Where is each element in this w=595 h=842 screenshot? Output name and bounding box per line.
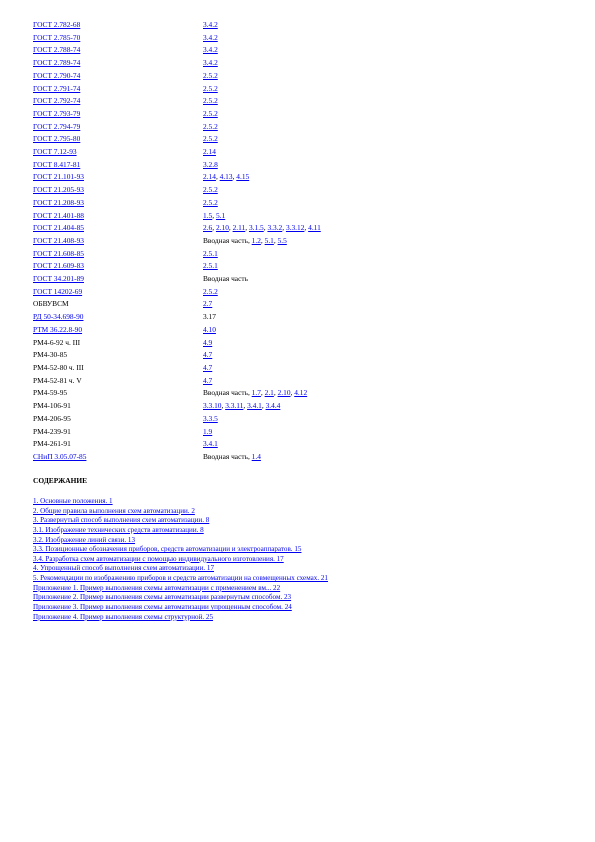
- reference-row: [33, 362, 573, 375]
- reference-row: [33, 159, 573, 172]
- reference-document-cell: [33, 121, 203, 134]
- clause-link[interactable]: 2.14: [203, 147, 216, 157]
- reference-document-link[interactable]: ГОСТ 2.789-74: [33, 58, 81, 68]
- clause-link[interactable]: 3.3.10: [203, 401, 222, 411]
- toc-item: [33, 516, 573, 526]
- toc-item: [33, 574, 573, 584]
- reference-row: [33, 83, 573, 96]
- reference-document-link[interactable]: ГОСТ 21.608-85: [33, 248, 84, 258]
- clause-link[interactable]: 2.7: [203, 299, 213, 309]
- reference-clauses-cell: [203, 133, 573, 146]
- clause-link[interactable]: 3.4.2: [203, 32, 218, 42]
- clause-text: Вводная часть,: [203, 451, 252, 461]
- clause-link[interactable]: 3.4.2: [203, 45, 218, 55]
- reference-document-link[interactable]: ГОСТ 2.791-74: [33, 83, 81, 93]
- toc-item: [33, 545, 573, 555]
- reference-document-link[interactable]: СНиП 3.05.07-85: [33, 451, 87, 461]
- clause-link[interactable]: 2.5.2: [203, 96, 218, 106]
- reference-document-cell: [33, 311, 203, 324]
- toc-item: [33, 584, 573, 594]
- toc-link[interactable]: 5. Рекомендации по изображению приборов и средств автоматизации на совмещенных схемах. 21: [33, 574, 328, 583]
- reference-document-cell: [33, 451, 203, 464]
- clause-link[interactable]: 2.1: [264, 388, 274, 398]
- toc-link[interactable]: 3. Развернутый способ выполнения схем автоматизации. 8: [33, 516, 210, 525]
- reference-document-cell: [33, 32, 203, 45]
- clause-text: ,: [282, 223, 286, 233]
- clause-link[interactable]: 5.5: [277, 235, 287, 245]
- clause-text: 3.17: [203, 312, 216, 322]
- reference-document-link[interactable]: ГОСТ 14202-69: [33, 286, 83, 296]
- reference-document-link[interactable]: ГОСТ 21.408-93: [33, 235, 84, 245]
- reference-row: [33, 298, 573, 311]
- reference-row: [33, 44, 573, 57]
- reference-clauses-cell: [203, 260, 573, 273]
- reference-document-link[interactable]: ГОСТ 2.792-74: [33, 96, 81, 106]
- reference-document-cell: [33, 375, 203, 388]
- clause-text: ,: [260, 388, 265, 398]
- reference-document-link[interactable]: ГОСТ 21.208-93: [33, 197, 84, 207]
- reference-document-cell: [33, 83, 203, 96]
- reference-clauses-cell: [203, 159, 573, 172]
- clause-text: ,: [273, 235, 278, 245]
- reference-row: [33, 349, 573, 362]
- reference-row: [33, 451, 573, 464]
- reference-document-cell: [33, 184, 203, 197]
- toc-item: [33, 526, 573, 536]
- clause-text: ,: [245, 223, 249, 233]
- reference-row: [33, 121, 573, 134]
- clause-link[interactable]: 2.5.2: [203, 185, 218, 195]
- reference-row: [33, 324, 573, 337]
- clause-text: ,: [212, 223, 216, 233]
- clause-link[interactable]: 3.4.2: [203, 20, 218, 29]
- reference-document-cell: [33, 210, 203, 223]
- clause-link[interactable]: 4.10: [203, 324, 216, 334]
- reference-clauses-cell: [203, 83, 573, 96]
- reference-row: [33, 32, 573, 45]
- reference-document-cell: [33, 273, 203, 286]
- reference-document-cell: [33, 387, 203, 400]
- toc-link[interactable]: Приложение 1. Пример выполнения схемы автоматизации с применением вм... 22: [33, 583, 281, 592]
- references-table: [33, 19, 573, 464]
- reference-row: [33, 273, 573, 286]
- clause-link[interactable]: 5.1: [215, 210, 226, 220]
- reference-row: [33, 210, 573, 223]
- reference-document-cell: [33, 235, 203, 248]
- reference-document-link[interactable]: ГОСТ 21.101-93: [33, 172, 84, 182]
- reference-document-cell: [33, 413, 203, 426]
- toc-link[interactable]: 2. Общие правила выполнения схем автоматизации. 2: [33, 506, 195, 515]
- toc-link[interactable]: 4. Упрощенный способ выполнения схем автоматизации. 17: [33, 564, 215, 573]
- clause-link[interactable]: 3.1.5: [248, 223, 264, 233]
- reference-document-cell: [33, 70, 203, 83]
- reference-clauses-cell: [203, 184, 573, 197]
- reference-document-cell: [33, 400, 203, 413]
- reference-document-link[interactable]: ГОСТ 2.790-74: [33, 70, 81, 80]
- clause-link[interactable]: 2.5.2: [203, 286, 218, 296]
- reference-document-cell: [33, 426, 203, 439]
- reference-clauses-cell: [203, 451, 573, 464]
- clause-link[interactable]: 3.3.2: [267, 223, 283, 233]
- reference-clauses-cell: [203, 400, 573, 413]
- reference-clauses-cell: [203, 197, 573, 210]
- reference-document-link[interactable]: РТМ 36.22.8-90: [33, 324, 83, 334]
- reference-clauses-cell: [203, 44, 573, 57]
- toc-title: СОДЕРЖАНИЕ: [33, 476, 88, 485]
- reference-clauses-cell: [203, 19, 573, 32]
- references-body: [33, 19, 573, 464]
- reference-row: [33, 184, 573, 197]
- reference-document-cell: [33, 159, 203, 172]
- clause-link[interactable]: 4.13: [219, 172, 233, 182]
- reference-document-cell: [33, 362, 203, 375]
- clause-link[interactable]: 4.12: [294, 388, 308, 398]
- clause-text: ,: [263, 223, 268, 233]
- clause-text: ,: [232, 172, 237, 182]
- reference-document-label: ОБВУВСМ: [33, 299, 69, 309]
- reference-row: [33, 171, 573, 184]
- reference-clauses-cell: [203, 298, 573, 311]
- reference-clauses-cell: [203, 210, 573, 223]
- toc-item: [33, 536, 573, 546]
- reference-row: [33, 438, 573, 451]
- reference-document-cell: [33, 197, 203, 210]
- clause-text: ,: [304, 223, 309, 233]
- reference-row: [33, 260, 573, 273]
- clause-link[interactable]: 4.15: [236, 172, 250, 182]
- reference-row: [33, 375, 573, 388]
- reference-document-link[interactable]: ГОСТ 21.205-93: [33, 185, 84, 195]
- reference-document-label: РМ4-30-85: [33, 350, 68, 360]
- reference-document-link[interactable]: ГОСТ 2.785-70: [33, 32, 81, 42]
- toc-link[interactable]: 3.1. Изображение технических средств автоматизации. 8: [33, 525, 204, 534]
- reference-document-cell: [33, 286, 203, 299]
- reference-document-label: РМ4-59-95: [33, 388, 68, 398]
- clause-link[interactable]: 3.4.1: [203, 439, 218, 449]
- toc-item: [33, 603, 573, 613]
- toc-item: [33, 507, 573, 517]
- clause-text: Вводная часть: [203, 274, 248, 284]
- reference-clauses-cell: [203, 121, 573, 134]
- reference-clauses-cell: [203, 70, 573, 83]
- toc-item: [33, 593, 573, 603]
- reference-row: [33, 400, 573, 413]
- reference-document-cell: [33, 222, 203, 235]
- reference-document-label: РМ4-239-91: [33, 426, 71, 436]
- reference-clauses-cell: [203, 108, 573, 121]
- clause-text: ,: [261, 401, 266, 411]
- clause-link[interactable]: 2.5.2: [203, 70, 218, 80]
- clause-link[interactable]: 2.5.2: [203, 134, 218, 144]
- reference-clauses-cell: [203, 438, 573, 451]
- clause-link[interactable]: 1.5: [203, 210, 213, 220]
- reference-row: [33, 222, 573, 235]
- clause-link[interactable]: 3.3.5: [203, 413, 218, 423]
- reference-row: [33, 286, 573, 299]
- reference-document-label: РМ4-261-91: [33, 439, 71, 449]
- clause-link[interactable]: 3.4.2: [203, 58, 218, 68]
- clause-text: ,: [260, 235, 265, 245]
- clause-link[interactable]: 2.6: [203, 223, 213, 233]
- reference-document-cell: [33, 298, 203, 311]
- reference-clauses-cell: [203, 95, 573, 108]
- reference-clauses-cell: [203, 235, 573, 248]
- clause-link[interactable]: 2.5.1: [203, 248, 218, 258]
- clause-link[interactable]: 1.7: [251, 388, 261, 398]
- reference-row: [33, 311, 573, 324]
- clause-link[interactable]: 1.2: [251, 235, 261, 245]
- clause-link[interactable]: 1.4: [251, 451, 261, 461]
- reference-row: [33, 57, 573, 70]
- clause-link[interactable]: 3.4.4: [265, 401, 281, 411]
- toc-item: [33, 613, 573, 623]
- toc-list: [33, 497, 573, 622]
- toc-item: [33, 555, 573, 565]
- table-of-contents: [33, 476, 573, 622]
- reference-row: [33, 133, 573, 146]
- clause-text: ,: [243, 401, 248, 411]
- toc-link[interactable]: 3.3. Позиционные обозначения приборов, средств автоматизации и электроаппаратов. 15: [33, 545, 302, 554]
- toc-item: [33, 497, 573, 507]
- clause-link[interactable]: 2.14: [203, 172, 216, 182]
- reference-document-cell: [33, 248, 203, 261]
- toc-link[interactable]: 3.2. Изображение линий связи. 13: [33, 535, 136, 544]
- clause-text: Вводная часть,: [203, 235, 252, 245]
- toc-link[interactable]: 3.4. Разработка схем автоматизации с помощью индивидуального изготовления. 17: [33, 554, 284, 563]
- clause-link[interactable]: 4.7: [203, 350, 213, 360]
- toc-link[interactable]: 1. Основные положения. 1: [33, 497, 113, 505]
- clause-link[interactable]: 2.5.2: [203, 83, 218, 93]
- reference-document-cell: [33, 57, 203, 70]
- reference-row: [33, 248, 573, 261]
- clause-link[interactable]: 2.11: [232, 223, 246, 233]
- reference-clauses-cell: [203, 413, 573, 426]
- clause-text: ,: [290, 388, 295, 398]
- reference-row: [33, 337, 573, 350]
- clause-link[interactable]: 4.7: [203, 375, 213, 385]
- reference-document-link[interactable]: ГОСТ 2.788-74: [33, 45, 81, 55]
- reference-document-link[interactable]: ГОСТ 34.201-89: [33, 274, 84, 284]
- reference-document-label: РМ4-52-80 ч. III: [33, 362, 84, 372]
- reference-document-label: РМ4-106-91: [33, 401, 71, 411]
- reference-document-label: РМ4-52-81 ч. V: [33, 375, 82, 385]
- reference-clauses-cell: [203, 222, 573, 235]
- reference-document-link[interactable]: ГОСТ 21.401-88: [33, 210, 84, 220]
- reference-document-cell: [33, 146, 203, 159]
- clause-link[interactable]: 2.5.2: [203, 108, 218, 118]
- clause-link[interactable]: 2.5.1: [203, 261, 218, 271]
- reference-document-cell: [33, 337, 203, 350]
- reference-document-link[interactable]: ГОСТ 21.404-85: [33, 223, 84, 233]
- clause-link[interactable]: 5.1: [264, 235, 274, 245]
- clause-text: ,: [215, 172, 220, 182]
- reference-clauses-cell: [203, 349, 573, 362]
- reference-clauses-cell: [203, 146, 573, 159]
- reference-row: [33, 70, 573, 83]
- reference-document-link[interactable]: РД 50-34.698-90: [33, 312, 84, 322]
- reference-document-cell: [33, 438, 203, 451]
- reference-row: [33, 108, 573, 121]
- reference-clauses-cell: [203, 32, 573, 45]
- toc-item: [33, 564, 573, 574]
- clause-link[interactable]: 3.3.11: [225, 401, 244, 411]
- clause-link[interactable]: 2.10: [277, 388, 291, 398]
- clause-link[interactable]: 4.7: [203, 362, 213, 372]
- reference-row: [33, 387, 573, 400]
- reference-clauses-cell: [203, 273, 573, 286]
- reference-row: [33, 426, 573, 439]
- reference-row: [33, 146, 573, 159]
- reference-document-link[interactable]: ГОСТ 7.12-93: [33, 147, 77, 157]
- toc-link[interactable]: Приложение 3. Пример выполнения схемы автоматизации упрощенным способом. 24: [33, 603, 292, 612]
- clause-text: ,: [221, 401, 226, 411]
- clause-text: Вводная часть,: [203, 388, 252, 398]
- clause-link[interactable]: 4.9: [203, 337, 213, 347]
- reference-document-link[interactable]: ГОСТ 2.793-79: [33, 108, 81, 118]
- reference-document-cell: [33, 108, 203, 121]
- reference-row: [33, 19, 573, 32]
- reference-document-link[interactable]: ГОСТ 8.417-81: [33, 159, 81, 169]
- reference-clauses-cell: [203, 337, 573, 350]
- clause-link[interactable]: 2.5.2: [203, 121, 218, 131]
- clause-link[interactable]: 4.11: [308, 223, 321, 233]
- reference-clauses-cell: [203, 248, 573, 261]
- clause-link[interactable]: 3.4.1: [247, 401, 262, 411]
- reference-clauses-cell: [203, 311, 573, 324]
- reference-document-link[interactable]: ГОСТ 2.794-79: [33, 121, 81, 131]
- clause-link[interactable]: 1.9: [203, 426, 213, 436]
- reference-clauses-cell: [203, 286, 573, 299]
- reference-document-cell: [33, 171, 203, 184]
- reference-row: [33, 413, 573, 426]
- clause-link[interactable]: 3.2.8: [203, 159, 218, 169]
- reference-document-label: РМ4-206-95: [33, 413, 71, 423]
- clause-text: ,: [273, 388, 278, 398]
- reference-clauses-cell: [203, 375, 573, 388]
- reference-row: [33, 197, 573, 210]
- reference-document-label: РМ4-6-92 ч. III: [33, 337, 81, 347]
- reference-document-cell: [33, 133, 203, 146]
- clause-link[interactable]: 2.10: [215, 223, 229, 233]
- reference-document-link[interactable]: ГОСТ 2.795-80: [33, 134, 81, 144]
- reference-document-cell: [33, 324, 203, 337]
- reference-row: [33, 235, 573, 248]
- reference-row: [33, 95, 573, 108]
- reference-document-cell: [33, 44, 203, 57]
- reference-clauses-cell: [203, 57, 573, 70]
- reference-document-cell: [33, 260, 203, 273]
- toc-link[interactable]: Приложение 4. Пример выполнения схемы структурной. 25: [33, 612, 214, 621]
- toc-link[interactable]: Приложение 2. Пример выполнения схемы автоматизации развернутым способом. 23: [33, 593, 292, 602]
- reference-document-link[interactable]: ГОСТ 21.609-83: [33, 261, 84, 271]
- clause-text: ,: [212, 210, 216, 220]
- reference-document-link[interactable]: ГОСТ 2.782-68: [33, 20, 81, 29]
- reference-clauses-cell: [203, 387, 573, 400]
- reference-document-cell: [33, 19, 203, 32]
- reference-clauses-cell: [203, 426, 573, 439]
- reference-clauses-cell: [203, 171, 573, 184]
- clause-link[interactable]: 3.3.12: [285, 223, 305, 233]
- reference-clauses-cell: [203, 324, 573, 337]
- reference-document-cell: [33, 95, 203, 108]
- clause-link[interactable]: 2.5.2: [203, 197, 218, 207]
- clause-text: ,: [228, 223, 233, 233]
- reference-document-cell: [33, 349, 203, 362]
- reference-clauses-cell: [203, 362, 573, 375]
